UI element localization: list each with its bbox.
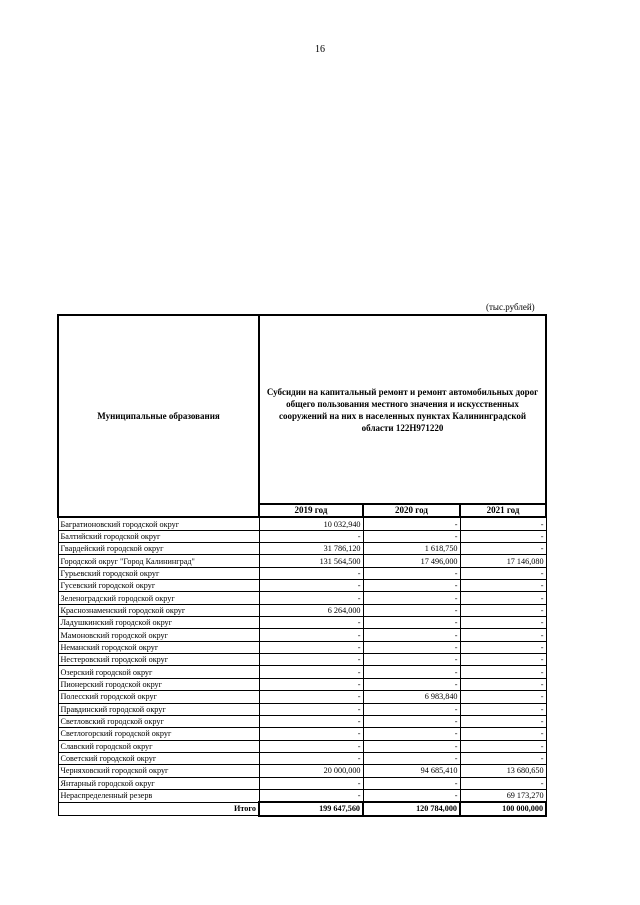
table-row bbox=[58, 728, 546, 740]
value-2020: - bbox=[363, 580, 460, 592]
value-2020: 1 618,750 bbox=[363, 543, 460, 555]
year-2019-header: 2019 год bbox=[259, 504, 363, 517]
value-2019: - bbox=[259, 567, 363, 579]
value-2019: - bbox=[259, 715, 363, 727]
value-2020: - bbox=[363, 703, 460, 715]
municipality-name: Гусевский городской округ bbox=[58, 580, 259, 592]
value-2021: - bbox=[460, 666, 546, 678]
value-2019: - bbox=[259, 666, 363, 678]
table-row bbox=[58, 543, 546, 555]
municipality-name: Славский городской округ bbox=[58, 740, 259, 752]
table-row bbox=[58, 604, 546, 616]
value-2020: - bbox=[363, 592, 460, 604]
table-row bbox=[58, 715, 546, 727]
value-2021: - bbox=[460, 641, 546, 653]
value-2020: - bbox=[363, 715, 460, 727]
value-2019: 131 564,500 bbox=[259, 555, 363, 567]
municipality-name: Черняховский городской округ bbox=[58, 765, 259, 777]
value-2019: - bbox=[259, 580, 363, 592]
municipality-name: Гурьевский городской округ bbox=[58, 567, 259, 579]
value-2019: - bbox=[259, 592, 363, 604]
value-2020: 17 496,000 bbox=[363, 555, 460, 567]
value-2020: - bbox=[363, 740, 460, 752]
value-2021: - bbox=[460, 777, 546, 789]
value-2020: - bbox=[363, 678, 460, 690]
value-2021: - bbox=[460, 740, 546, 752]
value-2021: 13 680,650 bbox=[460, 765, 546, 777]
table-row bbox=[58, 555, 546, 567]
value-2021: - bbox=[460, 678, 546, 690]
value-2020: - bbox=[363, 517, 460, 530]
municipality-name: Нестеровский городской округ bbox=[58, 654, 259, 666]
value-2021: - bbox=[460, 728, 546, 740]
value-2020: 94 685,410 bbox=[363, 765, 460, 777]
value-2020: - bbox=[363, 666, 460, 678]
value-2020: - bbox=[363, 617, 460, 629]
table-row bbox=[58, 567, 546, 579]
value-2021: - bbox=[460, 592, 546, 604]
value-2019: - bbox=[259, 654, 363, 666]
value-2021: - bbox=[460, 703, 546, 715]
table-row bbox=[58, 691, 546, 703]
municipality-name: Правдинский городской округ bbox=[58, 703, 259, 715]
municipality-name: Балтийский городской округ bbox=[58, 530, 259, 542]
value-2020: - bbox=[363, 604, 460, 616]
municipality-name: Гвардейский городской округ bbox=[58, 543, 259, 555]
value-2021: - bbox=[460, 604, 546, 616]
value-2021: - bbox=[460, 752, 546, 764]
value-2019: - bbox=[259, 703, 363, 715]
value-2021: - bbox=[460, 654, 546, 666]
table-row bbox=[58, 517, 546, 530]
value-2019: - bbox=[259, 789, 363, 802]
value-2021: - bbox=[460, 715, 546, 727]
municipality-name: Краснознаменский городской округ bbox=[58, 604, 259, 616]
value-2021: - bbox=[460, 580, 546, 592]
table-row bbox=[58, 765, 546, 777]
value-2020: - bbox=[363, 752, 460, 764]
value-2020: - bbox=[363, 629, 460, 641]
municipality-name: Ладушкинский городской округ bbox=[58, 617, 259, 629]
total-label: Итого bbox=[58, 802, 259, 815]
value-2019: - bbox=[259, 777, 363, 789]
municipality-name: Светловский городской округ bbox=[58, 715, 259, 727]
municipality-name: Зеленоградский городской округ bbox=[58, 592, 259, 604]
value-2021: 17 146,080 bbox=[460, 555, 546, 567]
table-row bbox=[58, 654, 546, 666]
value-2020: - bbox=[363, 777, 460, 789]
units-label: (тыс.рублей) bbox=[486, 302, 535, 312]
value-2019: - bbox=[259, 629, 363, 641]
value-2021: - bbox=[460, 517, 546, 530]
table-row bbox=[58, 703, 546, 715]
municipality-name: Светлогорский городской округ bbox=[58, 728, 259, 740]
total-row bbox=[58, 802, 546, 815]
table-row bbox=[58, 752, 546, 764]
value-2019: 6 264,000 bbox=[259, 604, 363, 616]
value-2019: - bbox=[259, 617, 363, 629]
municipality-name: Янтарный городской округ bbox=[58, 777, 259, 789]
value-2019: - bbox=[259, 752, 363, 764]
table-row bbox=[58, 617, 546, 629]
value-2020: - bbox=[363, 641, 460, 653]
municipality-name: Неманский городской округ bbox=[58, 641, 259, 653]
table-body bbox=[58, 517, 546, 802]
value-2021: - bbox=[460, 543, 546, 555]
table-row bbox=[58, 641, 546, 653]
value-2021: - bbox=[460, 530, 546, 542]
value-2021: 69 173,270 bbox=[460, 789, 546, 802]
table-row bbox=[58, 740, 546, 752]
value-2019: - bbox=[259, 740, 363, 752]
municipality-name: Нераспределенный резерв bbox=[58, 789, 259, 802]
total-2020: 120 784,000 bbox=[363, 802, 460, 815]
value-2020: - bbox=[363, 567, 460, 579]
value-2020: - bbox=[363, 789, 460, 802]
municipality-name: Багратионовский городской округ bbox=[58, 517, 259, 530]
municipal-header: Муниципальные образования bbox=[58, 315, 259, 517]
total-2019: 199 647,560 bbox=[259, 802, 363, 815]
value-2020: 6 983,840 bbox=[363, 691, 460, 703]
header-row bbox=[58, 315, 546, 504]
subsidy-header: Субсидии на капитальный ремонт и ремонт автомобильных дорог общего пользования местного значения и искусственных сооружений на них в населенных пунктах Калининградской области 122Н971220 bbox=[259, 315, 546, 504]
value-2020: - bbox=[363, 654, 460, 666]
table-row bbox=[58, 629, 546, 641]
value-2021: - bbox=[460, 617, 546, 629]
value-2019: 20 000,000 bbox=[259, 765, 363, 777]
municipality-name: Полесский городской округ bbox=[58, 691, 259, 703]
table-row bbox=[58, 666, 546, 678]
value-2019: - bbox=[259, 641, 363, 653]
value-2019: - bbox=[259, 530, 363, 542]
municipality-name: Советский городской округ bbox=[58, 752, 259, 764]
subsidies-table bbox=[57, 314, 547, 817]
year-2020-header: 2020 год bbox=[363, 504, 460, 517]
table-row bbox=[58, 530, 546, 542]
municipality-name: Городской округ "Город Калининград" bbox=[58, 555, 259, 567]
value-2021: - bbox=[460, 567, 546, 579]
page-number: 16 bbox=[315, 44, 325, 55]
total-2021: 100 000,000 bbox=[460, 802, 546, 815]
table-row bbox=[58, 592, 546, 604]
value-2019: - bbox=[259, 728, 363, 740]
table-row bbox=[58, 580, 546, 592]
year-2021-header: 2021 год bbox=[460, 504, 546, 517]
table-row bbox=[58, 789, 546, 802]
value-2019: 31 786,120 bbox=[259, 543, 363, 555]
value-2019: - bbox=[259, 678, 363, 690]
table-row bbox=[58, 777, 546, 789]
municipality-name: Озерский городской округ bbox=[58, 666, 259, 678]
municipality-name: Мамоновский городской округ bbox=[58, 629, 259, 641]
value-2020: - bbox=[363, 728, 460, 740]
value-2019: - bbox=[259, 691, 363, 703]
table-row bbox=[58, 678, 546, 690]
value-2021: - bbox=[460, 691, 546, 703]
value-2021: - bbox=[460, 629, 546, 641]
value-2020: - bbox=[363, 530, 460, 542]
value-2019: 10 032,940 bbox=[259, 517, 363, 530]
municipality-name: Пионерский городской округ bbox=[58, 678, 259, 690]
